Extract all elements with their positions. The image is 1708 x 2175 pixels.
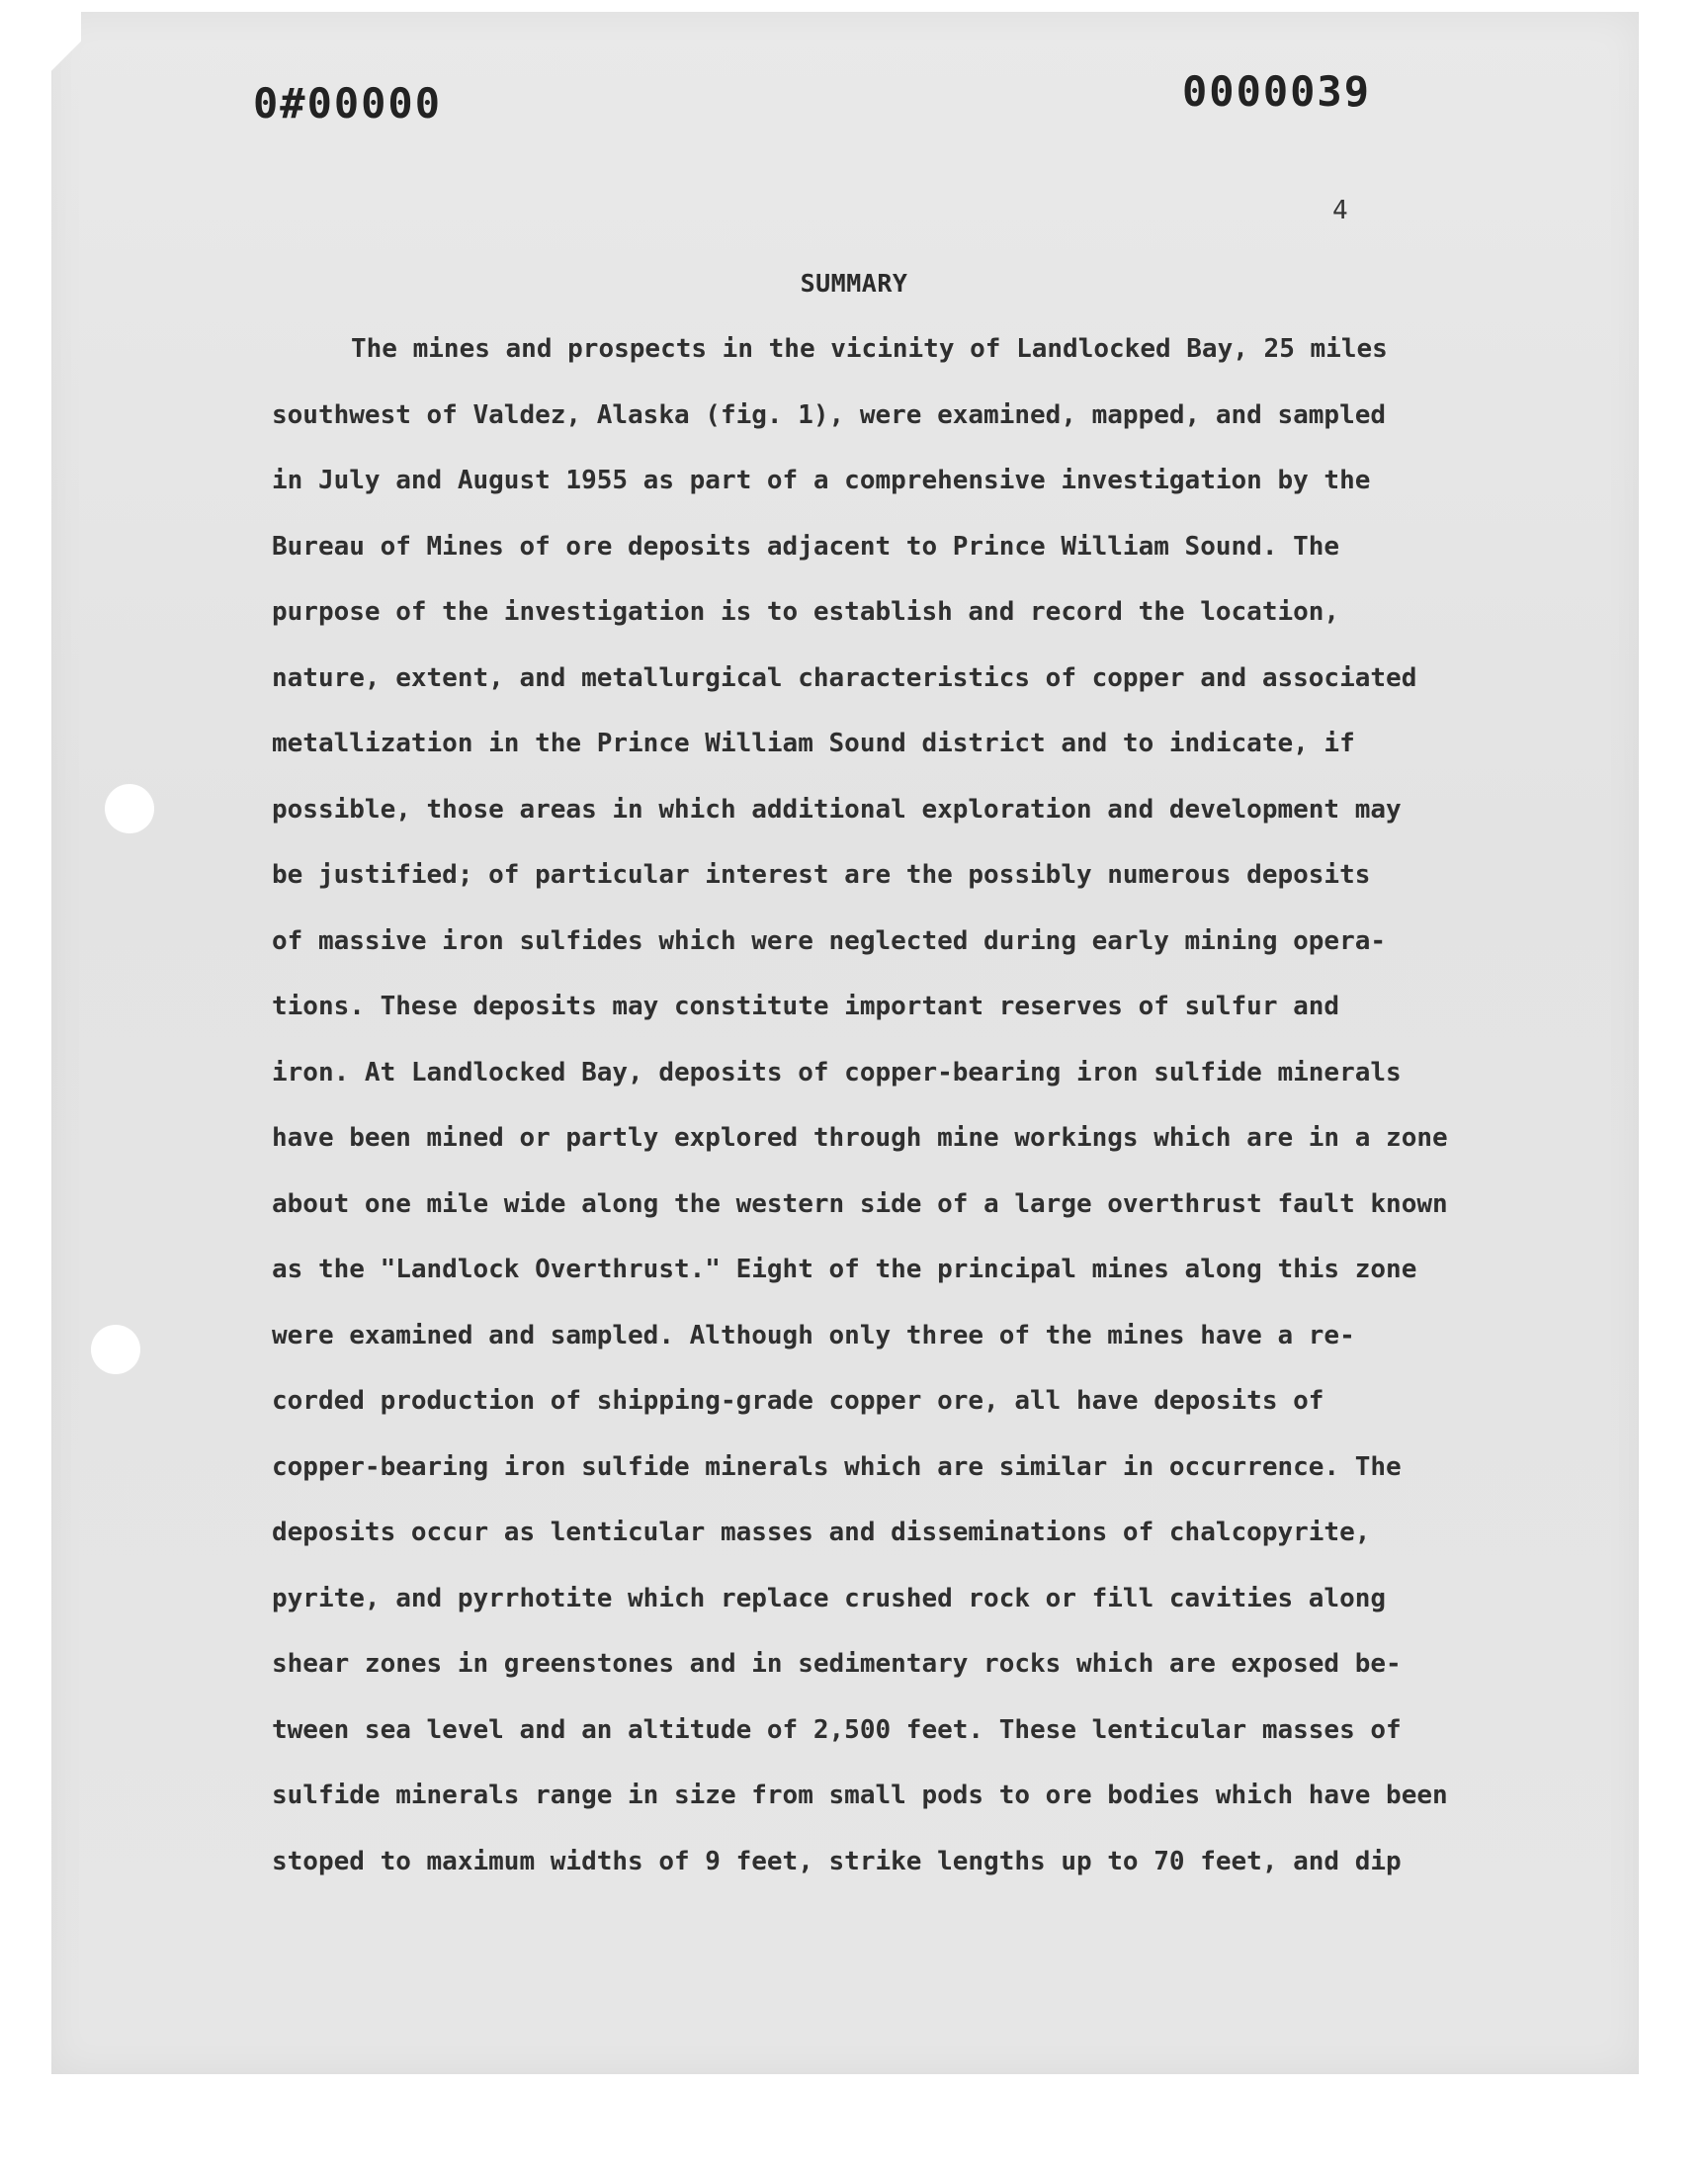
text-line: about one mile wide along the western side of a large overthrust fault known [272, 1188, 1448, 1219]
text-line: in July and August 1955 as part of a comprehensive investigation by the [272, 466, 1371, 495]
text-line: of massive iron sulfides which were neglected during early mining opera- [272, 925, 1387, 956]
text-line: shear zones in greenstones and in sedimentary rocks which are exposed be- [272, 1649, 1402, 1679]
punch-hole-upper [105, 784, 154, 833]
text-line: iron. At Landlocked Bay, deposits of copper-bearing iron sulfide minerals [272, 1057, 1402, 1088]
text-line: The mines and prospects in the vicinity of Landlocked Bay, 25 miles [351, 334, 1388, 364]
text-line: as the "Landlock Overthrust." Eight of the principal mines along this zone [272, 1255, 1417, 1284]
summary-paragraph [272, 316, 1557, 1894]
punch-hole-lower [91, 1325, 140, 1374]
text-line: possible, those areas in which additional exploration and development may [272, 794, 1402, 825]
text-line: tions. These deposits may constitute important reserves of sulfur and [272, 992, 1340, 1021]
stamp-left: 0#00000 [253, 79, 443, 128]
paper-corner-fold [51, 12, 81, 101]
text-line: tween sea level and an altitude of 2,500 feet. These lenticular masses of [272, 1714, 1402, 1745]
text-line: metallization in the Prince William Sound district and to indicate, if [272, 729, 1355, 758]
text-line: have been mined or partly explored through mine workings which are in a zone [272, 1123, 1448, 1153]
text-line: purpose of the investigation is to establish and record the location, [272, 597, 1340, 627]
text-line: copper-bearing iron sulfide minerals which are similar in occurrence. The [272, 1451, 1402, 1482]
text-line: deposits occur as lenticular masses and disseminations of chalcopyrite, [272, 1518, 1371, 1547]
text-line: be justified; of particular interest are the possibly numerous deposits [272, 860, 1371, 890]
page-title: SUMMARY [800, 269, 908, 298]
stamp-right: 0000039 [1182, 67, 1372, 116]
text-line: corded production of shipping-grade copper ore, all have deposits of [272, 1386, 1324, 1416]
text-line: were examined and sampled. Although only three of the mines have a re- [272, 1320, 1355, 1350]
text-line: southwest of Valdez, Alaska (fig. 1), were examined, mapped, and sampled [272, 399, 1387, 430]
text-line: sulfide minerals range in size from small pods to ore bodies which have been [272, 1781, 1448, 1810]
text-line: stoped to maximum widths of 9 feet, strike lengths up to 70 feet, and dip [272, 1846, 1402, 1876]
text-line: Bureau of Mines of ore deposits adjacent to Prince William Sound. The [272, 531, 1340, 562]
page-number: 4 [1332, 196, 1348, 225]
text-line: pyrite, and pyrrhotite which replace crushed rock or fill cavities along [272, 1583, 1387, 1613]
text-line: nature, extent, and metallurgical characteristics of copper and associated [272, 662, 1417, 693]
